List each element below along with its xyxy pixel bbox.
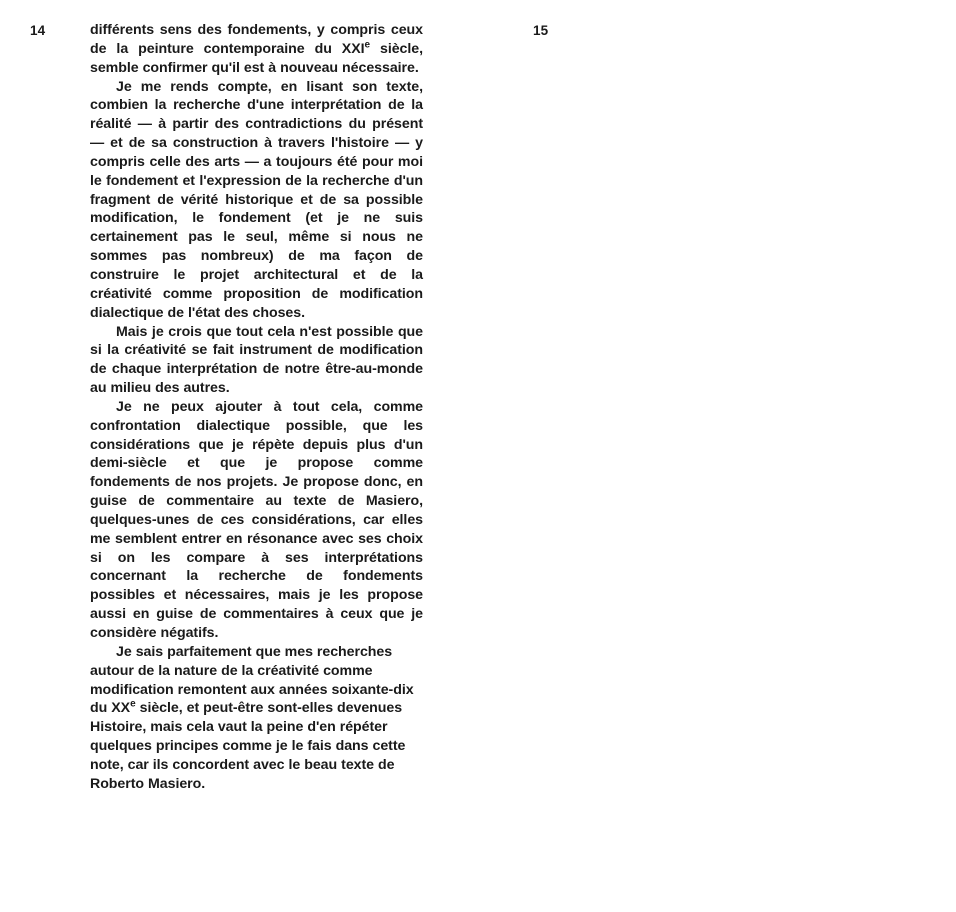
page-number-left: 14 [30, 23, 46, 38]
body-paragraph: Je sais parfaitement que mes recherches autour de la nature de la créativité comme modification remontent aux années soixante-dix du XXe siècle, et peut-être sont-elles devenues Histoire, mais cela vaut la peine d'en répéter quelques principes comme je le fais dans cette note, car ils concordent avec le beau texte de Roberto Masiero. [90, 643, 414, 792]
page-number-right: 15 [533, 23, 549, 38]
ordinal-superscript: e [364, 39, 371, 51]
ordinal-superscript: e [130, 698, 136, 710]
body-paragraph: Je me rends compte, en lisant son texte, combien la recherche d'une interprétation de la réalité — à partir des contradictions du présent — et de sa construction à travers l'histoire — y compris celle des arts — a toujours été pour moi le fondement et l'expression de la recherche d'un fragment de vérité historique et de sa possible modification, le fondement (et je ne suis certainement pas le seul, même si nous ne sommes pas nombreux) de ma façon de construire le projet architectural et de la créativité comme proposition de modification dialectique de l'état des choses. [90, 78, 423, 321]
body-paragraph: Mais je crois que tout cela n'est possible que si la créativité se fait instrument de modification de chaque interprétation de notre être-au-monde au milieu des autres. [90, 323, 423, 397]
body-paragraph: Je ne peux ajouter à tout cela, comme confrontation dialectique possible, que les considérations que je répète depuis plus d'un demi-siècle et que je propose comme fondements de nos projets. Je propose donc, en guise de commentaire au texte de Masiero, quelques-unes de ces considérations, car elles me semblent entrer en résonance avec ses choix si on les compare à ses interprétations concernant la recherche de fondements possibles et nécessaires, mais je les propose aussi en guise de commentaires à ceux que je considère négatifs. [90, 398, 423, 641]
text-column-left [90, 21, 423, 794]
body-paragraph: différents sens des fondements, y compris ceux de la peinture contemporaine du XXIe siècle, semble confirmer qu'il est à nouveau nécessaire. [90, 22, 423, 76]
